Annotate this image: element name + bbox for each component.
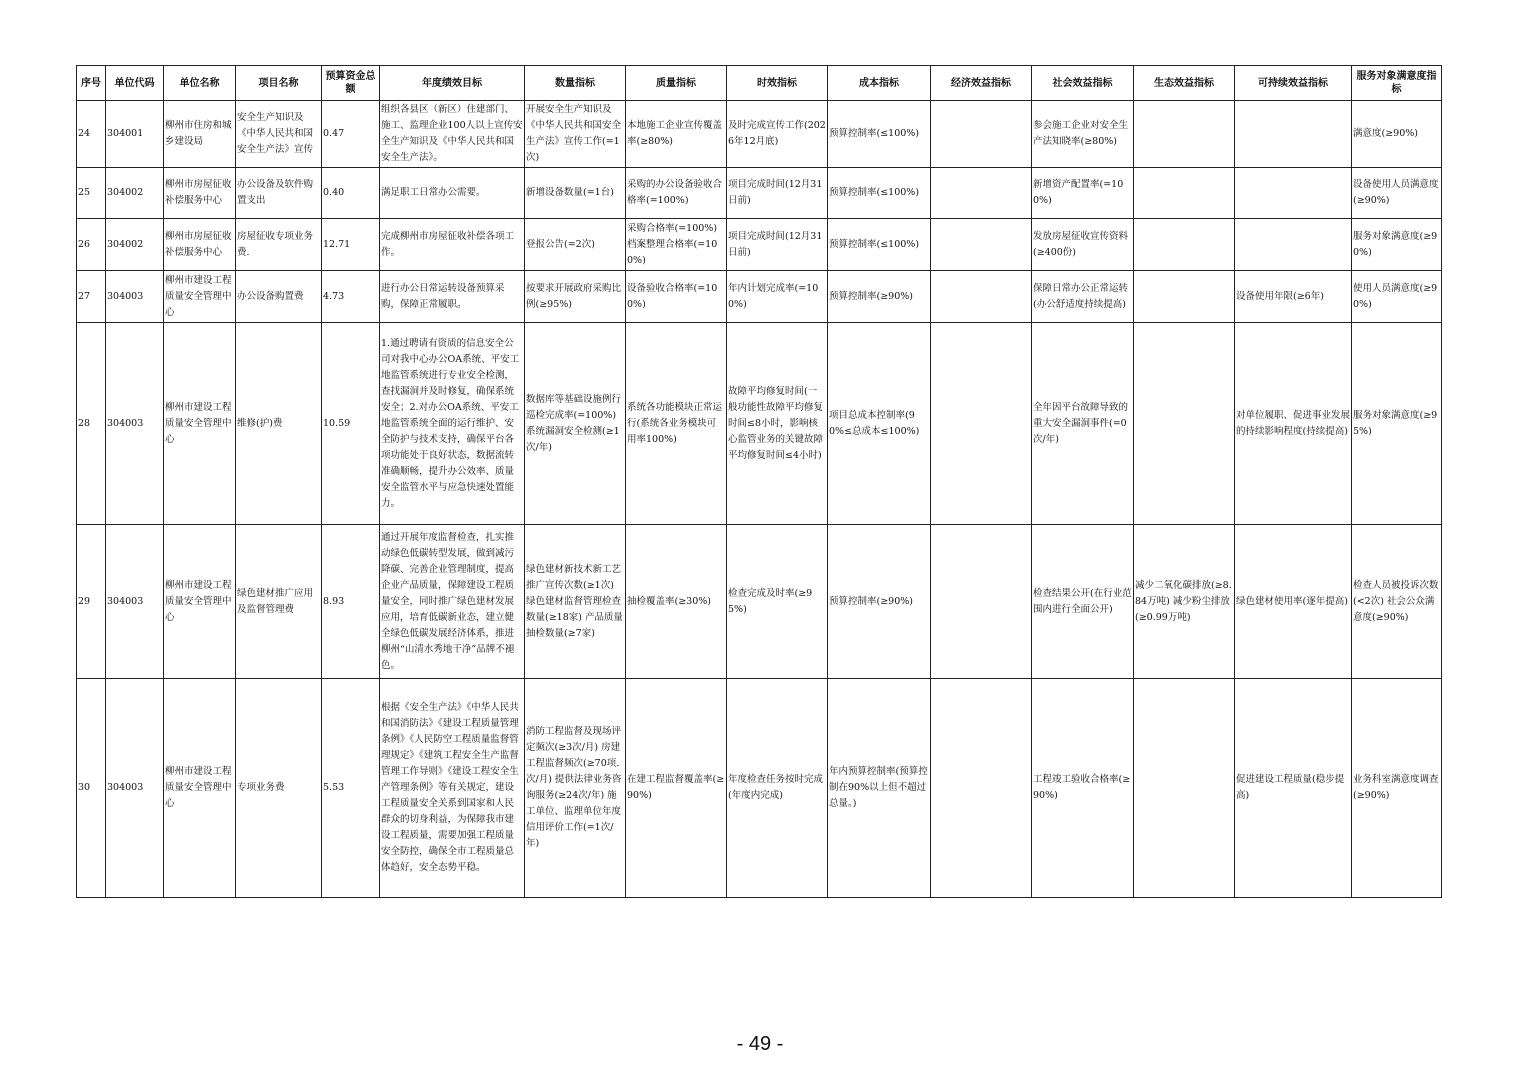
quality-indicator-cell: 采购合格率(=100%) 档案整理合格率(=100%): [626, 219, 727, 271]
budget-cell: 5.53: [322, 679, 380, 898]
table-row: [77, 271, 1442, 323]
project-name-cell: 房屋征收专项业务费.: [236, 219, 322, 271]
header-cell: 时效指标: [727, 66, 828, 101]
economic-benefit-cell: [931, 323, 1032, 525]
header-cell: 单位名称: [164, 66, 236, 101]
social-benefit-cell: 新增资产配置率(=100%): [1032, 168, 1134, 219]
budget-cell: 12.71: [322, 219, 380, 271]
row-index-cell: 29: [77, 525, 106, 679]
annual-goal-cell: 进行办公日常运转设备预算采购，保障正常履职。: [380, 271, 525, 323]
unit-name-cell: 柳州市房屋征收补偿服务中心: [164, 219, 236, 271]
project-name-cell: 专项业务费: [236, 679, 322, 898]
satisfaction-cell: 服务对象满意度(≥90%): [1352, 219, 1442, 271]
cost-indicator-cell: 预算控制率(≥90%): [828, 525, 931, 679]
unit-code-cell: 304003: [106, 525, 164, 679]
unit-name-cell: 柳州市建设工程质量安全管理中心: [164, 323, 236, 525]
social-benefit-cell: 全年因平台故障导致的重大安全漏洞事件(=0次/年): [1032, 323, 1134, 525]
economic-benefit-cell: [931, 219, 1032, 271]
social-benefit-cell: 发放房屋征收宣传资料(≥400份): [1032, 219, 1134, 271]
header-cell: 年度绩效目标: [380, 66, 525, 101]
unit-name-cell: 柳州市建设工程质量安全管理中心: [164, 525, 236, 679]
annual-goal-cell: 1.通过聘请有资质的信息安全公司对我中心办公OA系统、平安工地监管系统进行专业安全检测，查找漏洞并及时修复，确保系统安全；2.对办公OA系统、平安工地监管系统全面的运行维护、安全防护与技术支持，确保平台各项功能处于良好状态，数据流转准确顺畅，提升办公效率、质量安全监管水平与应急快速处置能力。: [380, 323, 525, 525]
header-cell: 经济效益指标: [931, 66, 1032, 101]
social-benefit-cell: 保障日常办公正常运转(办公舒适度持续提高): [1032, 271, 1134, 323]
unit-name-cell: 柳州市建设工程质量安全管理中心: [164, 271, 236, 323]
page-number: - 49 -: [736, 1033, 784, 1055]
header-cell: 社会效益指标: [1032, 66, 1134, 101]
unit-code-cell: 304003: [106, 323, 164, 525]
quantity-indicator-cell: 登报公告(=2次): [525, 219, 626, 271]
sustainable-benefit-cell: 设备使用年限(≥6年): [1235, 271, 1352, 323]
ecological-benefit-cell: [1134, 168, 1235, 219]
timeliness-indicator-cell: 项目完成时间(12月31日前): [727, 168, 828, 219]
economic-benefit-cell: [931, 271, 1032, 323]
header-cell: 项目名称: [236, 66, 322, 101]
project-name-cell: 安全生产知识及《中华人民共和国安全生产法》宣传: [236, 101, 322, 168]
unit-name-cell: 柳州市建设工程质量安全管理中心: [164, 679, 236, 898]
ecological-benefit-cell: [1134, 323, 1235, 525]
unit-name-cell: 柳州市房屋征收补偿服务中心: [164, 168, 236, 219]
unit-code-cell: 304002: [106, 168, 164, 219]
header-cell: 单位代码: [106, 66, 164, 101]
quality-indicator-cell: 系统各功能模块正常运行(系统各业务模块可用率100%): [626, 323, 727, 525]
sustainable-benefit-cell: [1235, 219, 1352, 271]
project-name-cell: 办公设备及软件购置支出: [236, 168, 322, 219]
quality-indicator-cell: 本地施工企业宣传覆盖率(≥80%): [626, 101, 727, 168]
sustainable-benefit-cell: [1235, 101, 1352, 168]
cost-indicator-cell: 预算控制率(≤100%): [828, 101, 931, 168]
table-row: [77, 323, 1442, 525]
social-benefit-cell: 检查结果公开(在行业范围内进行全面公开): [1032, 525, 1134, 679]
timeliness-indicator-cell: 故障平均修复时间(一般功能性故障平均修复时间≤8小时，影响核心监管业务的关键故障平均修复时间≤4小时): [727, 323, 828, 525]
header-cell: 服务对象满意度指标: [1352, 66, 1442, 101]
quantity-indicator-cell: 按要求开展政府采购比例(≥95%): [525, 271, 626, 323]
annual-goal-cell: 满足职工日常办公需要。: [380, 168, 525, 219]
header-cell: 成本指标: [828, 66, 931, 101]
sustainable-benefit-cell: 促进建设工程质量(稳步提高): [1235, 679, 1352, 898]
unit-name-cell: 柳州市住房和城乡建设局: [164, 101, 236, 168]
satisfaction-cell: 检查人员被投诉次数(<2次) 社会公众满意度(≥90%): [1352, 525, 1442, 679]
social-benefit-cell: 工程竣工验收合格率(≥90%): [1032, 679, 1134, 898]
row-index-cell: 25: [77, 168, 106, 219]
timeliness-indicator-cell: 项目完成时间(12月31日前): [727, 219, 828, 271]
project-name-cell: 维修(护)费: [236, 323, 322, 525]
quantity-indicator-cell: 开展安全生产知识及《中华人民共和国安全生产法》宣传工作(=1次): [525, 101, 626, 168]
table-row: [77, 101, 1442, 168]
project-name-cell: 绿色建材推广应用及监督管理费: [236, 525, 322, 679]
economic-benefit-cell: [931, 101, 1032, 168]
header-cell: 数量指标: [525, 66, 626, 101]
row-index-cell: 27: [77, 271, 106, 323]
quality-indicator-cell: 抽检覆盖率(≥30%): [626, 525, 727, 679]
sustainable-benefit-cell: 绿色建材使用率(逐年提高): [1235, 525, 1352, 679]
ecological-benefit-cell: 减少二氧化碳排放(≥8.84万吨) 减少粉尘排放(≥0.99万吨): [1134, 525, 1235, 679]
budget-cell: 0.40: [322, 168, 380, 219]
table-row: [77, 525, 1442, 679]
cost-indicator-cell: 年内预算控制率(预算控制在90%以上但不超过总量。): [828, 679, 931, 898]
timeliness-indicator-cell: 年内计划完成率(=100%): [727, 271, 828, 323]
quantity-indicator-cell: 数据库等基础设施例行巡检完成率(=100%) 系统漏洞安全检测(≥1次/年): [525, 323, 626, 525]
header-cell: 可持续效益指标: [1235, 66, 1352, 101]
economic-benefit-cell: [931, 525, 1032, 679]
table-row: [77, 219, 1442, 271]
budget-cell: 0.47: [322, 101, 380, 168]
budget-cell: 8.93: [322, 525, 380, 679]
ecological-benefit-cell: [1134, 271, 1235, 323]
ecological-benefit-cell: [1134, 679, 1235, 898]
economic-benefit-cell: [931, 679, 1032, 898]
row-index-cell: 24: [77, 101, 106, 168]
satisfaction-cell: 满意度(≥90%): [1352, 101, 1442, 168]
economic-benefit-cell: [931, 168, 1032, 219]
header-cell: 预算资金总额: [322, 66, 380, 101]
satisfaction-cell: 服务对象满意度(≥95%): [1352, 323, 1442, 525]
performance-table: [76, 65, 1442, 898]
timeliness-indicator-cell: 年度检查任务按时完成(年度内完成): [727, 679, 828, 898]
project-name-cell: 办公设备购置费: [236, 271, 322, 323]
annual-goal-cell: 组织各县区（新区）住建部门、施工、监理企业100人以上宣传安全生产知识及《中华人民共和国安全生产法》。: [380, 101, 525, 168]
sustainable-benefit-cell: [1235, 168, 1352, 219]
row-index-cell: 30: [77, 679, 106, 898]
sustainable-benefit-cell: 对单位履职、促进事业发展的持续影响程度(持续提高): [1235, 323, 1352, 525]
cost-indicator-cell: 预算控制率(≥90%): [828, 271, 931, 323]
cost-indicator-cell: 预算控制率(≤100%): [828, 219, 931, 271]
unit-code-cell: 304001: [106, 101, 164, 168]
budget-cell: 10.59: [322, 323, 380, 525]
table-row: [77, 679, 1442, 898]
satisfaction-cell: 使用人员满意度(≥90%): [1352, 271, 1442, 323]
header-cell: 质量指标: [626, 66, 727, 101]
header-cell: 序号: [77, 66, 106, 101]
table-row: [77, 168, 1442, 219]
annual-goal-cell: 通过开展年度监督检查，扎实推动绿色低碳转型发展，做到减污降碳、完善企业管理制度，提高企业产品质量，保障建设工程质量安全，同时推广绿色建材发展应用，培育低碳新业态，建立健全绿色低碳发展经济体系，推进柳州“山清水秀地干净”品牌不褪色。: [380, 525, 525, 679]
quality-indicator-cell: 设备验收合格率(=100%): [626, 271, 727, 323]
timeliness-indicator-cell: 及时完成宣传工作(2026年12月底): [727, 101, 828, 168]
quantity-indicator-cell: 新增设备数量(=1台): [525, 168, 626, 219]
cost-indicator-cell: 预算控制率(≤100%): [828, 168, 931, 219]
cost-indicator-cell: 项目总成本控制率(90%≤总成本≤100%): [828, 323, 931, 525]
unit-code-cell: 304003: [106, 271, 164, 323]
row-index-cell: 26: [77, 219, 106, 271]
header-cell: 生态效益指标: [1134, 66, 1235, 101]
quality-indicator-cell: 在建工程监督覆盖率(≥90%): [626, 679, 727, 898]
unit-code-cell: 304002: [106, 219, 164, 271]
quantity-indicator-cell: 绿色建材新技术新工艺推广宣传次数(≥1次) 绿色建材监督管理检查数量(≥18家) 产品质量抽检数量(≥7家): [525, 525, 626, 679]
row-index-cell: 28: [77, 323, 106, 525]
ecological-benefit-cell: [1134, 219, 1235, 271]
quantity-indicator-cell: 消防工程监督及现场评定频次(≥3次/月) 房建工程监督频次(≥70项.次/月) 提供法律业务咨询服务(≥24次/年) 施工单位、监理单位年度信用评价工作(=1次/年): [525, 679, 626, 898]
budget-cell: 4.73: [322, 271, 380, 323]
unit-code-cell: 304003: [106, 679, 164, 898]
quality-indicator-cell: 采购的办公设备验收合格率(=100%): [626, 168, 727, 219]
timeliness-indicator-cell: 检查完成及时率(≥95%): [727, 525, 828, 679]
satisfaction-cell: 业务科室满意度调查(≥90%): [1352, 679, 1442, 898]
satisfaction-cell: 设备使用人员满意度(≥90%): [1352, 168, 1442, 219]
ecological-benefit-cell: [1134, 101, 1235, 168]
annual-goal-cell: 完成柳州市房屋征收补偿各项工作。: [380, 219, 525, 271]
annual-goal-cell: 根据《安全生产法》《中华人民共和国消防法》《建设工程质量管理条例》《人民防空工程质量监督管理规定》《建筑工程安全生产监督管理工作导则》《建设工程安全生产管理条例》等有关规定，建设工程质量安全关系到国家和人民群众的切身利益，为保障我市建设工程质量，需要加强工程质量安全防控，确保全市工程质量总体趋好，安全态势平稳。: [380, 679, 525, 898]
social-benefit-cell: 参会施工企业对安全生产法知晓率(≥80%): [1032, 101, 1134, 168]
table-header-row: [77, 66, 1442, 101]
